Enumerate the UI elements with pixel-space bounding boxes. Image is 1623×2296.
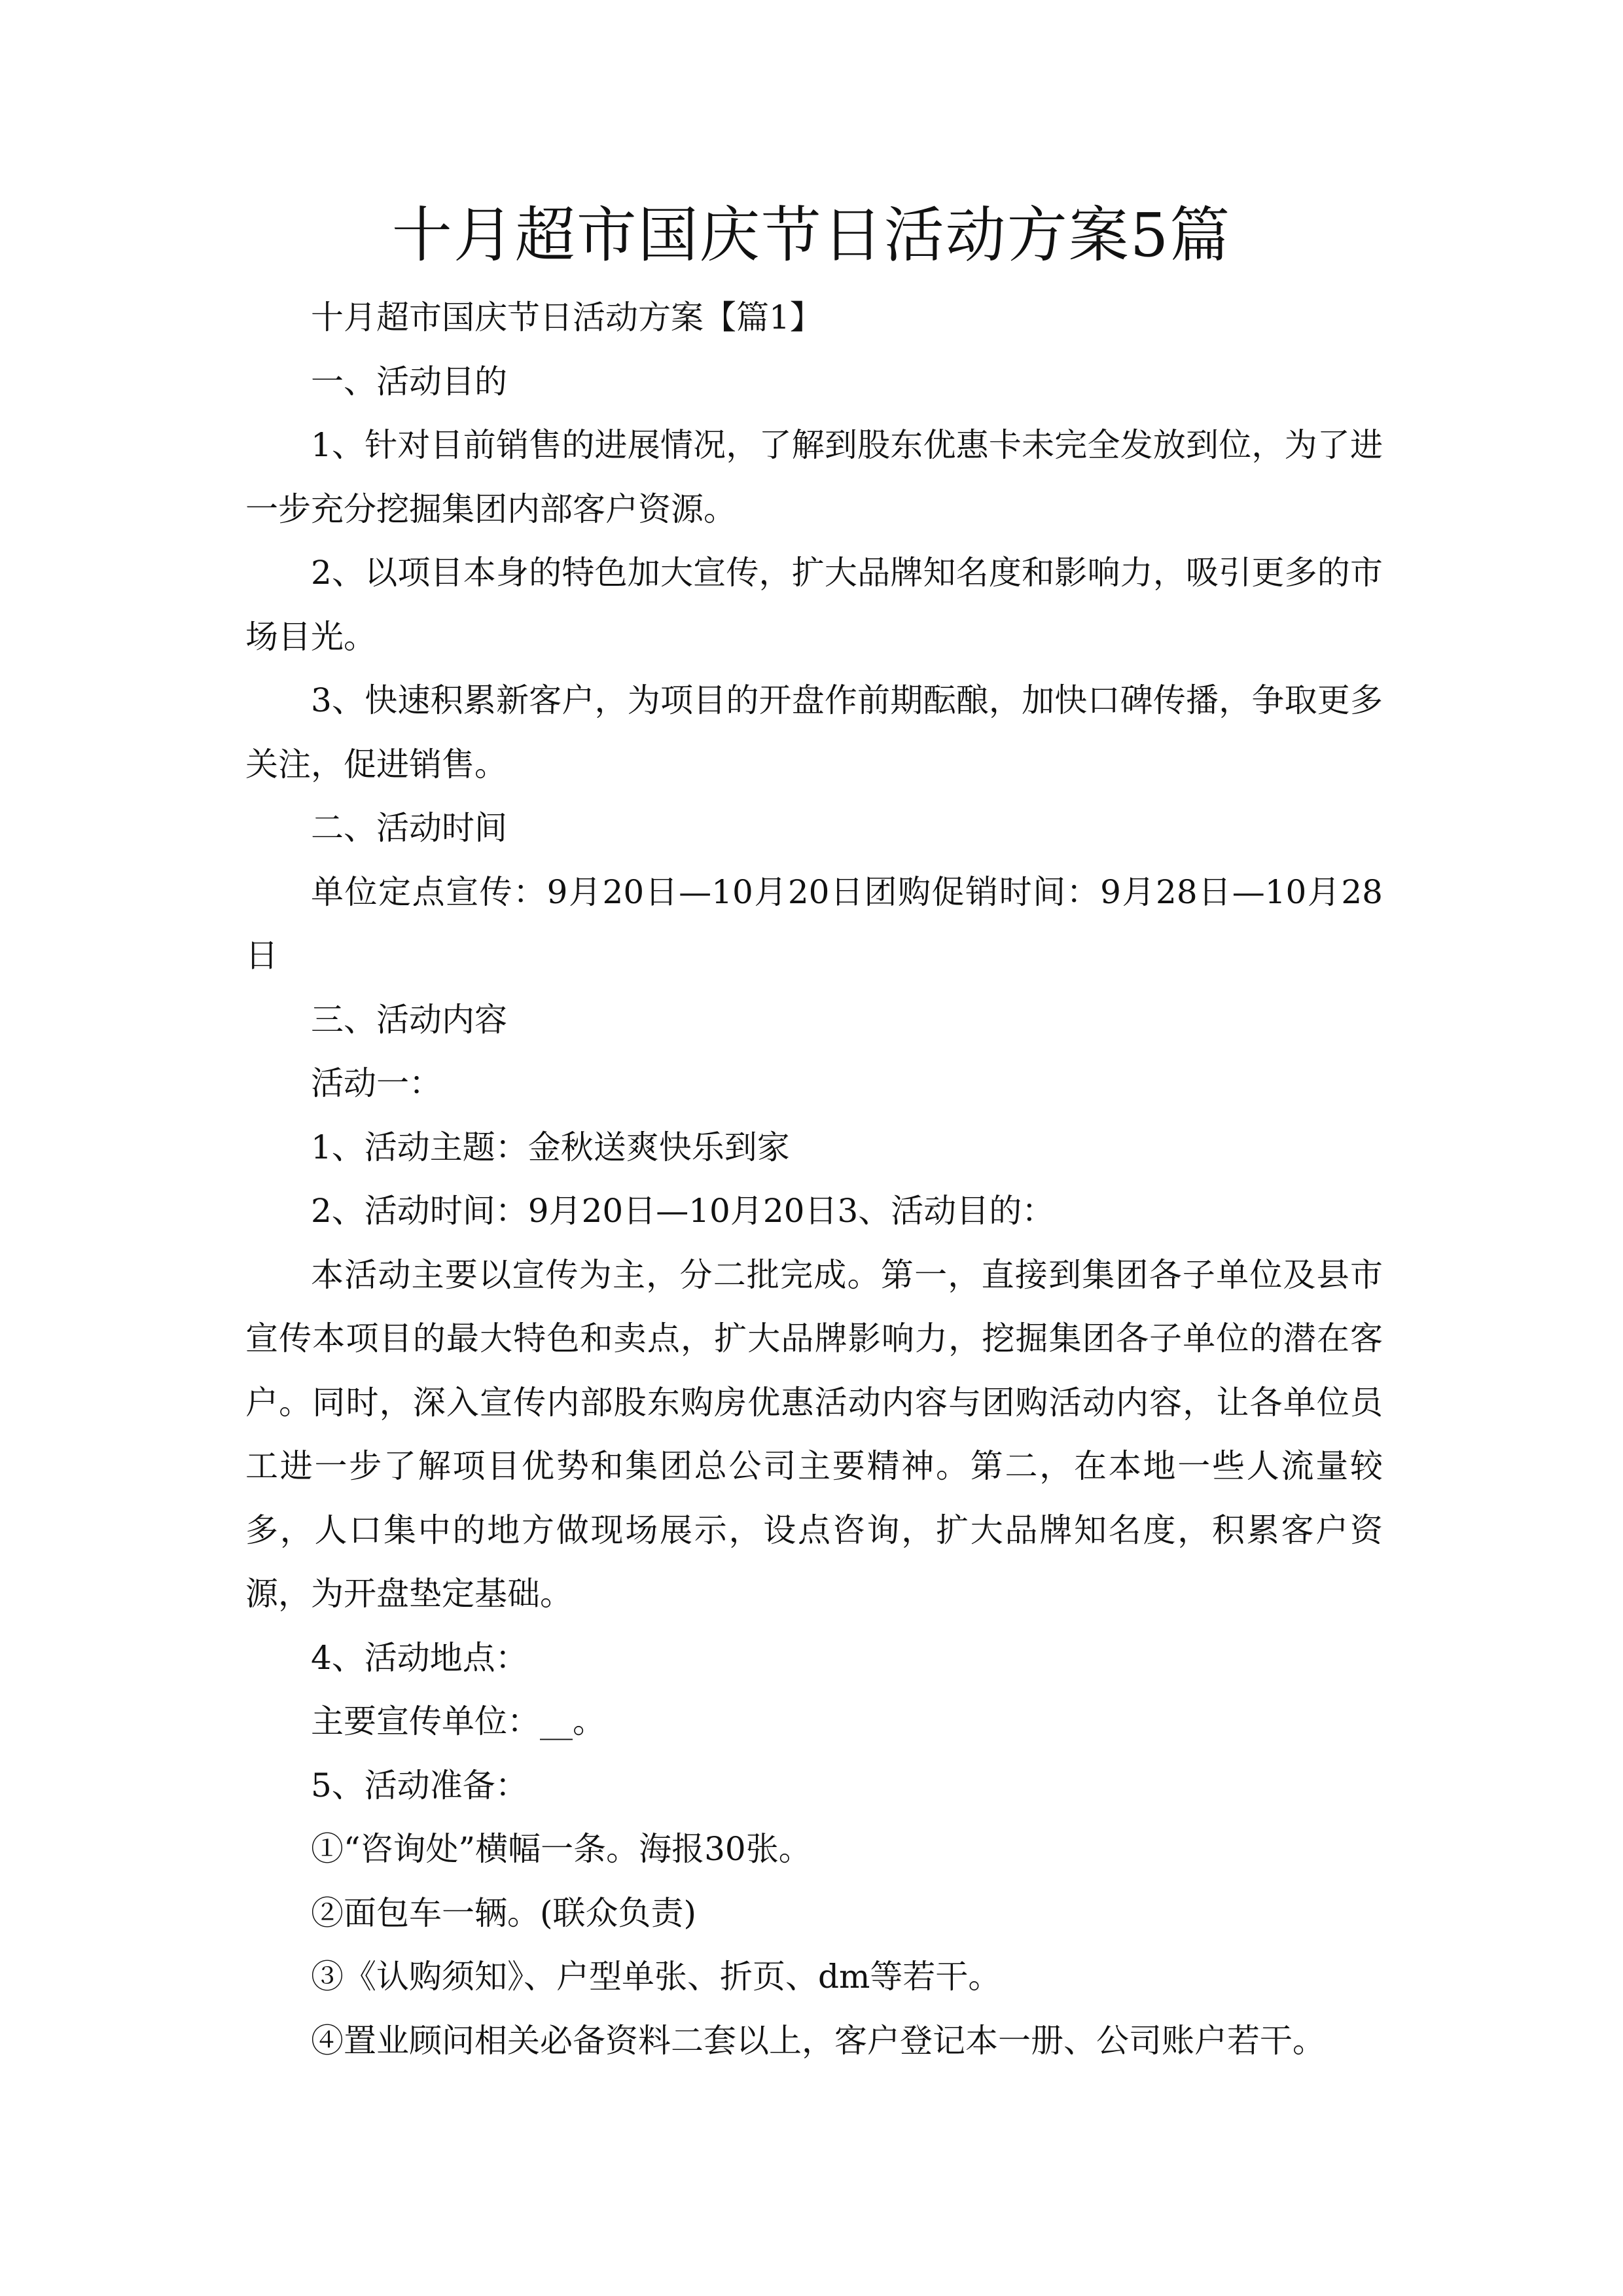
paragraph: 活动一： xyxy=(311,1064,442,1102)
paragraph: 2、活动时间：9月20日—10月20日3、活动目的： xyxy=(311,1192,1055,1230)
paragraph: 4、活动地点： xyxy=(311,1638,528,1677)
paragraph: 二、活动时间 xyxy=(311,809,507,847)
paragraph: 1、活动主题：金秋送爽快乐到家 xyxy=(311,1128,790,1166)
paragraph: 一、活动目的 xyxy=(311,362,507,401)
paragraph: ④置业顾问相关必备资料二套以上，客户登记本一册、公司账户若干。 xyxy=(311,2021,1325,2060)
paragraph: ②面包车一辆。(联众负责) xyxy=(311,1893,697,1932)
paragraph: ③《认购须知》、户型单张、折页、dm等若干。 xyxy=(311,1958,1001,1996)
paragraph: 1、针对目前销售的进展情况，了解到股东优惠卡未完全发放到位，为了进一步充分挖掘集团内部客户资源。 xyxy=(245,426,1383,528)
paragraph: 5、活动准备： xyxy=(311,1766,528,1804)
section-heading: 十月超市国庆节日活动方案【篇1】 xyxy=(311,298,823,336)
document-body xyxy=(245,286,1383,2073)
paragraph: 三、活动内容 xyxy=(311,1000,507,1039)
paragraph: 3、快速积累新客户，为项目的开盘作前期酝酿，加快口碑传播，争取更多关注，促进销售。 xyxy=(245,681,1383,783)
document-title: 十月超市国庆节日活动方案5篇 xyxy=(391,200,1232,270)
paragraph: 本活动主要以宣传为主，分二批完成。第一，直接到集团各子单位及县市宣传本项目的最大特色和卖点，扩大品牌影响力，挖掘集团各子单位的潜在客户。同时，深入宣传内部股东购房优惠活动内容与团购活动内容，让各单位员工进一步了解项目优势和集团总公司主要精神。第二，在本地一些人流量较多，人口集中的地方做现场展示，设点咨询，扩大品牌知名度，积累客户资源，为开盘垫定基础。 xyxy=(245,1255,1383,1613)
paragraph: 单位定点宣传：9月20日—10月20日团购促销时间：9月28日—10月28日 xyxy=(245,872,1383,975)
paragraph: 主要宣传单位：__。 xyxy=(311,1702,605,1740)
paragraph: ①“咨询处”横幅一条。海报30张。 xyxy=(311,1830,812,1868)
paragraph: 2、以项目本身的特色加大宣传，扩大品牌知名度和影响力，吸引更多的市场目光。 xyxy=(245,554,1383,656)
